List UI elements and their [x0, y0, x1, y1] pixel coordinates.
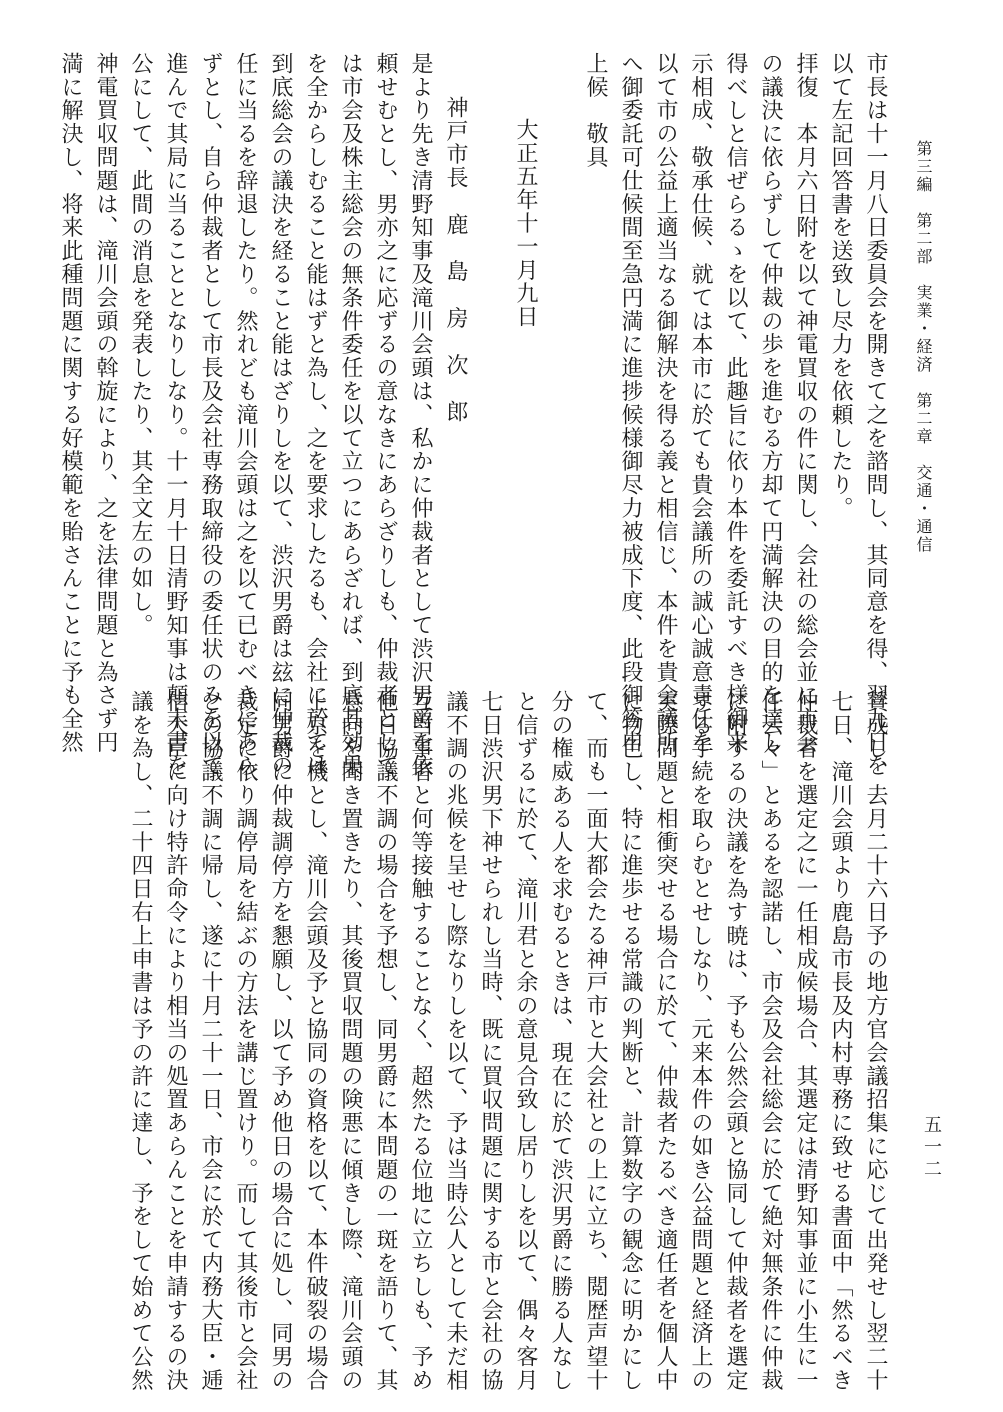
text-column: する手続を取らむとせしなり、元来本件の如き公益問題と経済上の — [688, 690, 713, 1392]
text-column: 賛成し、去月二十六日予の地方官会議招集に応じて出発せし翌二十 — [863, 690, 888, 1392]
text-column: 神電買収問題は、滝川会頭の斡旋により、之を法律問題と為さず円 — [93, 52, 118, 754]
text-column: 任に当るを辞退したり。然れども滝川会頭は之を以て已むべきにあら — [233, 52, 258, 778]
text-column: 互当事者と何等接触することなく、超然たる位地に立ちしも、予め — [408, 690, 433, 1392]
text-column: 上京を機とし、滝川会頭及予と協同の資格を以て、本件破裂の場合 — [303, 690, 328, 1392]
bottom-tier-text — [88, 690, 893, 1392]
text-column: 議を為し、二十四日右上申書は予の許に達し、予をして始めて公然 — [128, 690, 153, 1392]
text-column: 以て左記回答書を送致し尽力を依頼したり。 — [828, 52, 853, 520]
page-number: 五一二 — [921, 1115, 942, 1181]
text-column: 到底総会の議決を経ること能はざりしを以て、渋沢男爵は玆に仲裁の — [268, 52, 293, 778]
text-column: との協議不調に帰し、遂に十月二十一日、市会に於て内務大臣・逓 — [198, 690, 223, 1392]
text-column: 以て市の公益上適当なる御解決を得る義と相信じ、本件を貴会議所 — [653, 52, 678, 754]
text-column: 頼せむとし、男亦之に応ずるの意なきにあらざりしも、仲裁者として — [373, 52, 398, 778]
text-column: の議決に依らずして仲裁の歩を進むる方却て円満解決の目的を達し — [758, 52, 783, 754]
column-gap — [543, 52, 578, 659]
text-column: 信大臣に向け特許命令により相当の処置あらんことを申請するの決 — [163, 690, 188, 1392]
text-column: 任云々」とあるを認諾し、市会及会社総会に於て絶対無条件に仲裁 — [758, 690, 783, 1392]
text-column: 拝復 本月六日附を以て神電買収の件に関し、会社の総会並に市会 — [793, 52, 818, 754]
text-column: 示相成、敬承仕候、就ては本市に於ても貴会議所の誠心誠意責任を — [688, 52, 713, 754]
text-column: 実際問題と相衝突せる場合に於て、仲裁者たるべき適任者を個人中 — [653, 690, 678, 1392]
text-column: 是より先き清野知事及滝川会頭は、私かに仲裁者として渋沢男爵を依 — [408, 52, 433, 778]
letter-date: 大正五年十一月九日 — [513, 118, 538, 329]
text-column: 他日協議不調の場合を予想し、同男爵に本問題の一斑を語りて、其 — [373, 690, 398, 1392]
text-column: は市会及株主総会の無条件委任を以て立つにあらざれば、到底其効果 — [338, 52, 363, 778]
text-column: 意向を聞き置きたり、其後買収問題の険悪に傾きし際、滝川会頭の — [338, 690, 363, 1392]
text-column: 分の権威ある人を求むるときは、現在に於て渋沢男爵に勝る人なし — [548, 690, 573, 1392]
text-column: 公にして、此間の消息を発表したり、其全文左の如し。 — [128, 52, 153, 637]
text-column: 裁定に依り調停局を結ぶの方法を講じ置けり。而して其後市と会社 — [233, 690, 258, 1392]
text-column: 仲裁者を選定之に一任相成候場合、其選定は清野知事並に小生に一 — [793, 690, 818, 1392]
text-column: に物色し、特に進歩せる常識の判断と、計算数字の観念に明かにし — [618, 690, 643, 1392]
text-column: 同男爵に仲裁調停方を懇願し、以て予め他日の場合に処し、同男の — [268, 690, 293, 1392]
text-column: 得べしと信ぜらるゝを以て、此趣旨に依り本件を委託すべき様御来 — [723, 52, 748, 754]
text-column: 進んで其局に当ることとなりしなり。十一月十日清野知事は顛末書を — [163, 52, 188, 778]
top-tier-text — [58, 52, 893, 778]
text-column: 満に解決し、将来此種問題に関する好模範を貽さんことに予も全然 — [58, 52, 83, 754]
column-gap — [473, 52, 508, 659]
text-column: と信ずるに於て、滝川君と余の意見合致し居りしを以て、偶々客月 — [513, 690, 538, 1392]
closing-line: 上候 敬具 — [583, 52, 608, 169]
running-head: 第三編 第二部 実業・経済 第二章 交通・通信 — [914, 140, 933, 554]
letter-signature: 神戸市長 鹿 島 房 次 郎 — [443, 96, 468, 424]
text-column: 議不調の兆候を呈せし際なりしを以て、予は当時公人として未だ相 — [443, 690, 468, 1392]
text-column: 市長は十一月八日委員会を開きて之を諮問し、其同意を得、翌九日を — [863, 52, 888, 778]
text-column: 七日渋沢男下神せられし当時、既に買収問題に関する市と会社の協 — [478, 690, 503, 1392]
text-column: に附するの決議を為す暁は、予も公然会頭と協同して仲裁者を選定 — [723, 690, 748, 1392]
text-column: を全からしむること能はずと為し、之を要求したるも、会社に於ては — [303, 52, 328, 778]
text-column: て、而も一面大都会たる神戸市と大会社との上に立ち、閲歴声望十 — [583, 690, 608, 1392]
text-column: ずとし、自ら仲裁者として市長及会社専務取締役の委任状のみを以て — [198, 52, 223, 778]
text-column: 七日、滝川会頭より鹿島市長及内村専務に致せる書面中「然るべき — [828, 690, 853, 1392]
text-column: へ御委託可仕候間至急円満に進捗候様御尽力被成下度、此段御答申 — [618, 52, 643, 754]
